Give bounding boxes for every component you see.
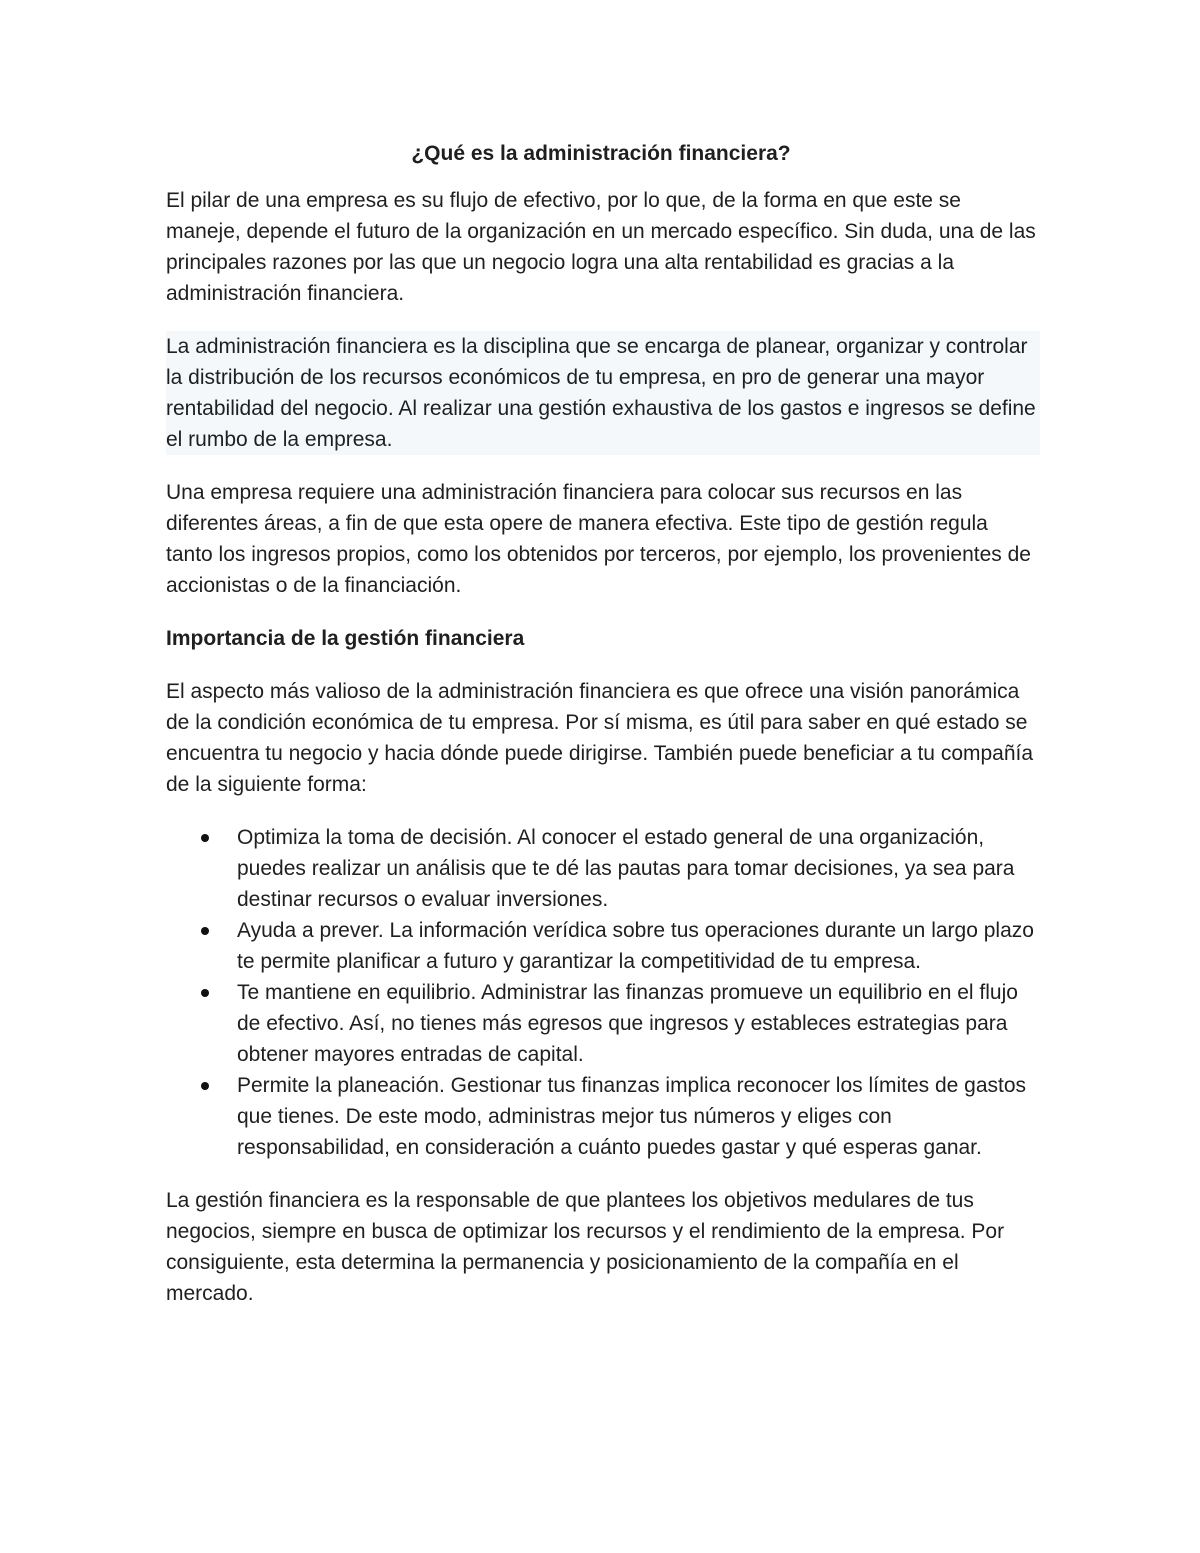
paragraph-closing: La gestión financiera es la responsable de que plantees los objetivos medulares de tus negocios, siempre en busca de optimizar los recursos y el rendimiento de la empresa. Por consiguiente, esta determina la permanencia y posicionamiento de la compañía en el mercado. xyxy=(166,1189,1005,1305)
list-item-text: Ayuda a prever. La información verídica sobre tus operaciones durante un largo plazo te permite planificar a futuro y garantizar la competitividad de tu empresa. xyxy=(237,919,1034,973)
document-page xyxy=(166,138,1036,1331)
list-item-text: Optimiza la toma de decisión. Al conocer el estado general de una organización, puedes realizar un análisis que te dé las pautas para tomar decisiones, ya sea para destinar recursos o evaluar inversiones. xyxy=(237,826,1015,911)
benefits-list xyxy=(166,822,1036,1163)
document-title: ¿Qué es la administración financiera? xyxy=(411,142,791,165)
paragraph-resource-allocation: Una empresa requiere una administración financiera para colocar sus recursos en las diferentes áreas, a fin de que esta opere de manera efectiva. Este tipo de gestión regula tanto los ingresos propios, como los obtenidos por terceros, por ejemplo, los provenientes de accionistas o de la financiación. xyxy=(166,481,1031,597)
list-item-text: Te mantiene en equilibrio. Administrar las finanzas promueve un equilibrio en el flujo de efectivo. Así, no tienes más egresos que ingresos y estableces estrategias para obtener mayores entradas de capital. xyxy=(237,981,1018,1066)
bullet-icon xyxy=(201,989,209,997)
list-item-text: Permite la planeación. Gestionar tus finanzas implica reconocer los límites de gastos que tienes. De este modo, administras mejor tus números y eliges con responsabilidad, en consideración a cuánto puedes gastar y qué esperas ganar. xyxy=(237,1074,1027,1159)
paragraph-definition-highlighted: La administración financiera es la disciplina que se encarga de planear, organizar y controlar la distribución de los recursos económicos de tu empresa, en pro de generar una mayor rentabilidad del negocio. Al realizar una gestión exhaustiva de los gastos e ingresos se define el rumbo de la empresa. xyxy=(166,331,1040,455)
bullet-icon xyxy=(201,1082,209,1090)
list-item xyxy=(237,1070,1036,1163)
section-heading-importance: Importancia de la gestión financiera xyxy=(166,627,525,650)
list-item xyxy=(237,977,1036,1070)
paragraph-cash-flow: El pilar de una empresa es su flujo de efectivo, por lo que, de la forma en que este se maneje, depende el futuro de la organización en un mercado específico. Sin duda, una de las principales razones por las que un negocio logra una alta rentabilidad es gracias a la administración financiera. xyxy=(166,189,1036,305)
list-item xyxy=(237,915,1036,977)
bullet-icon xyxy=(201,834,209,842)
paragraph-importance-intro: El aspecto más valioso de la administración financiera es que ofrece una visión panorámica de la condición económica de tu empresa. Por sí misma, es útil para saber en qué estado se encuentra tu negocio y hacia dónde puede dirigirse. También puede beneficiar a tu compañía de la siguiente forma: xyxy=(166,680,1034,796)
bullet-icon xyxy=(201,927,209,935)
list-item xyxy=(237,822,1036,915)
